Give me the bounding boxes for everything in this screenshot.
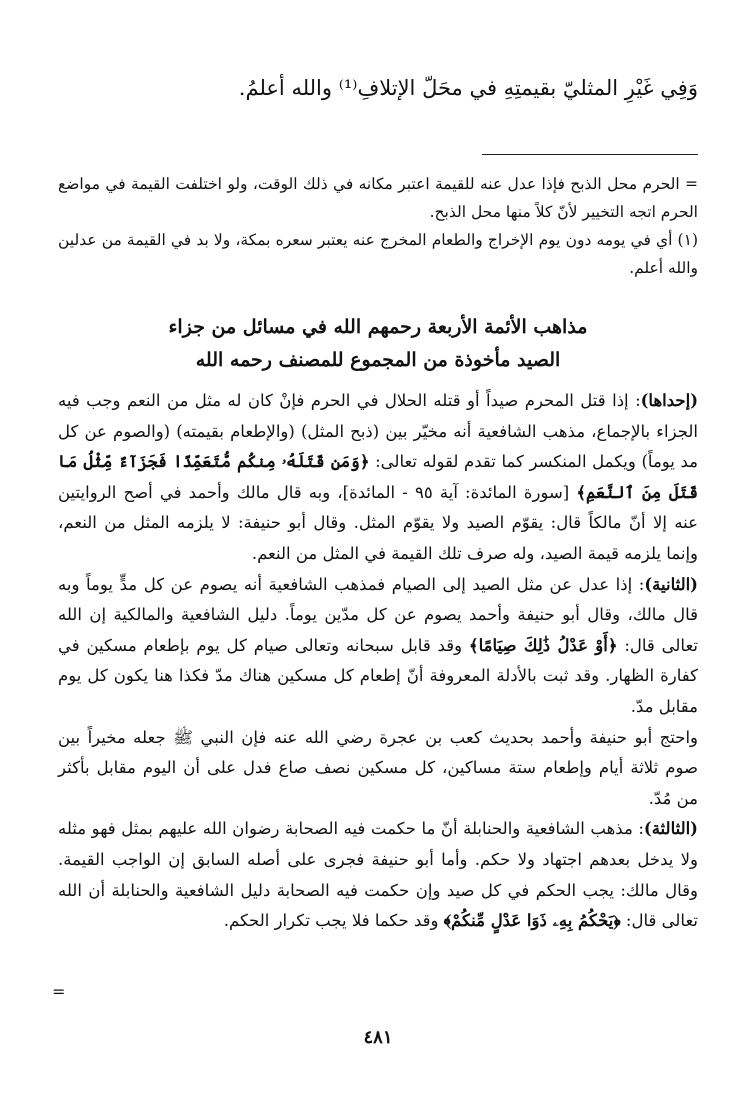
quran-verse: ﴿يَحْكُمُ بِهِۦ ذَوَا عَدْلٍ مِّنكُمْ﴾ bbox=[443, 911, 621, 931]
paragraph-label: (الثالثة) bbox=[643, 819, 698, 839]
footnote-continuation: = الحرم محل الذبح فإذا عدل عنه للقيمة اعتبر مكانه في ذلك الوقت، ولو اختلفت القيمة في مواضع الحرم اتجه التخيير لأنّ كلاً منها محل الذبح. bbox=[58, 175, 698, 221]
paragraph-hadith: واحتج أبو حنيفة وأحمد بحديث كعب بن عجرة رضي الله عنه فإن النبي ﷺ جعله مخيراً بين صوم ثلاثة أيام وإطعام ستة مساكين، كل مسكين نصف صاع فدل على أن اليوم مقابل بأكثر من مُدّ. bbox=[58, 727, 698, 808]
heading-line-1: مذاهب الأئمة الأربعة رحمهم الله في مسائل من جزاء bbox=[168, 316, 588, 338]
paragraph-text: وقد حكما فلا يجب تكرار الحكم. bbox=[223, 911, 444, 931]
footnote-1: (١) أي في يومه دون يوم الإخراج والطعام المخرج عنه يعتبر سعره بمكة، ولا بد في القيمة من عدلين والله أعلم. bbox=[58, 231, 698, 277]
heading-line-2: الصيد مأخوذة من المجموع للمصنف رحمه الله bbox=[195, 349, 561, 371]
paragraph-text: : إذا قتل المحرم صيداً أو قتله الحلال في الحرم فإنْ كان له مثل من النعم وجب فيه الجزاء بالإجماع، مذهب الشافعية أنه مخيّر بين (ذبح المثل) (والإطعام بقيمته) (والصوم عن كل مد يوماً) ويكمل المنكسر كما تقدم لقوله تعالى: bbox=[58, 391, 699, 472]
paragraph-first bbox=[58, 386, 698, 570]
paragraph-third bbox=[58, 814, 698, 936]
continuation-mark: = bbox=[52, 982, 66, 1001]
main-text bbox=[58, 386, 698, 937]
top-line: وَفِي غَيْرِ المثليّ بقيمتِهِ في محَلّ الإتلافِ⁽¹⁾ والله أعلمُ. bbox=[238, 76, 698, 100]
paragraph-text: وقد قابل سبحانه وتعالى صيام كل يوم بإطعام مسكين في كفارة الظهار. وقد ثبت بالأدلة المعروفة أنّ إطعام كل مسكين هناك مدّ فكذا هنا يكون كل يوم مقابل مدّ. bbox=[58, 635, 698, 716]
paragraph-text: : إذا عدل عن مثل الصيد إلى الصيام فمذهب الشافعية أنه يصوم عن كل مدٍّ يوماً وبه قال مالك، وقال أبو حنيفة وأحمد يصوم عن كل مدّين يوماً. دليل الشافعية والمالكية إن الله تعالى قال: bbox=[58, 574, 699, 655]
section-heading bbox=[58, 311, 698, 377]
paragraph-label: (إحداها) bbox=[640, 391, 698, 410]
quran-verse: ﴿أَوْ عَدْلُ ذَٰلِكَ صِيَامًا﴾ bbox=[468, 635, 618, 655]
paragraph-label: (الثانية) bbox=[644, 574, 698, 594]
page-number: ٤٨١ bbox=[363, 1027, 393, 1048]
footnote-separator bbox=[482, 154, 698, 155]
paragraph-second bbox=[58, 570, 698, 723]
paragraph-text: : مذهب الشافعية والحنابلة أنّ ما حكمت فيه الصحابة رضوان الله عليهم بمثل فهو مثله ولا يدخل بعدهم اجتهاد ولا حكم. وأما أبو حنيفة فجرى على أصله السابق إن الواجب القيمة. وقال مالك: يجب الحكم في كل صيد وإن حكمت فيه الصحابة دليل الشافعية والحنابلة أن الله تعالى قال: bbox=[58, 819, 698, 931]
quran-verse: ﴿وَمَن قَتَلَهُۥ مِنكُم مُّتَعَمِّدًا فَجَزَآءٌ مِّثْلُ مَا قَتَلَ مِنَ ٱلنَّعَمِ﴾ bbox=[58, 452, 698, 502]
paragraph-text: [سورة المائدة: آية ٩٥ - المائدة]، وبه قال مالك وأحمد في أصح الروايتين عنه إلا أنّ مالكاً قال: يقوّم الصيد ولا يقوّم المثل. وقال أبو حنيفة: لا يلزمه المثل من النعم، وإنما يلزمه قيمة الصيد، وله صرف تلك القيمة في المثل من النعم. bbox=[58, 482, 698, 563]
footnotes bbox=[58, 170, 698, 282]
